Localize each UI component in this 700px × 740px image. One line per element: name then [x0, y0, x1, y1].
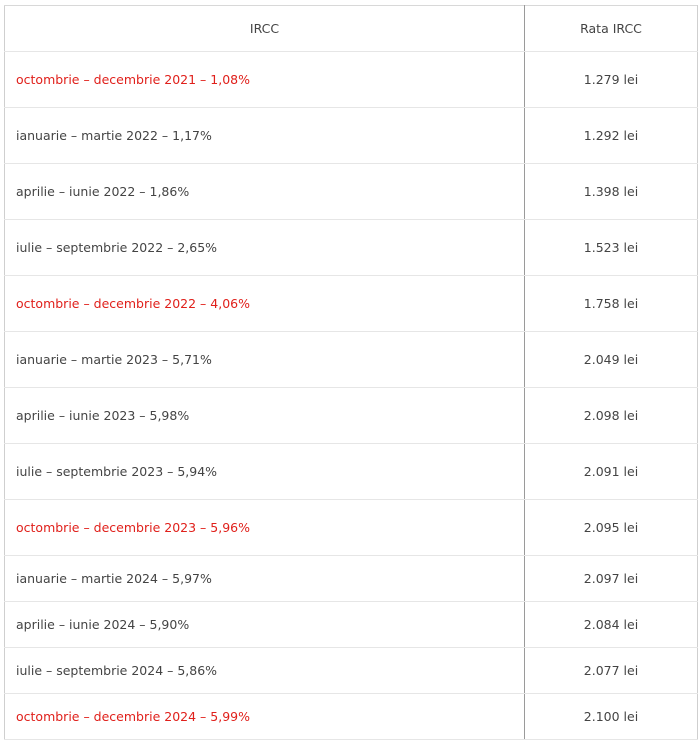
rate-cell: 2.049 lei: [525, 332, 698, 388]
period-cell: iulie – septembrie 2023 – 5,94%: [5, 444, 525, 500]
rate-cell: 2.100 lei: [525, 694, 698, 740]
rate-cell: 2.077 lei: [525, 648, 698, 694]
period-cell: ianuarie – martie 2023 – 5,71%: [5, 332, 525, 388]
period-cell: aprilie – iunie 2023 – 5,98%: [5, 388, 525, 444]
table-row: [5, 556, 698, 602]
table-row: [5, 164, 698, 220]
rate-cell: 2.097 lei: [525, 556, 698, 602]
period-cell: aprilie – iunie 2024 – 5,90%: [5, 602, 525, 648]
rate-cell: 1.523 lei: [525, 220, 698, 276]
rate-cell: 2.084 lei: [525, 602, 698, 648]
rate-cell: 1.279 lei: [525, 52, 698, 108]
header-ircc: IRCC: [5, 6, 525, 52]
table-row: [5, 388, 698, 444]
table-row: [5, 276, 698, 332]
table-header-row: [5, 6, 698, 52]
header-rata-ircc: Rata IRCC: [525, 6, 698, 52]
table-row: [5, 444, 698, 500]
period-cell: octombrie – decembrie 2024 – 5,99%: [5, 694, 525, 740]
table-row: [5, 694, 698, 740]
table-row: [5, 52, 698, 108]
table-row: [5, 220, 698, 276]
period-cell: ianuarie – martie 2022 – 1,17%: [5, 108, 525, 164]
rate-cell: 1.398 lei: [525, 164, 698, 220]
ircc-rate-table: [4, 5, 698, 740]
period-cell: iulie – septembrie 2022 – 2,65%: [5, 220, 525, 276]
table-row: [5, 602, 698, 648]
period-cell: octombrie – decembrie 2023 – 5,96%: [5, 500, 525, 556]
table-row: [5, 648, 698, 694]
rate-cell: 2.095 lei: [525, 500, 698, 556]
period-cell: ianuarie – martie 2024 – 5,97%: [5, 556, 525, 602]
rate-cell: 1.292 lei: [525, 108, 698, 164]
table-body: [5, 52, 698, 740]
table-row: [5, 500, 698, 556]
rate-cell: 1.758 lei: [525, 276, 698, 332]
table-row: [5, 332, 698, 388]
rate-cell: 2.098 lei: [525, 388, 698, 444]
period-cell: octombrie – decembrie 2021 – 1,08%: [5, 52, 525, 108]
period-cell: iulie – septembrie 2024 – 5,86%: [5, 648, 525, 694]
rate-cell: 2.091 lei: [525, 444, 698, 500]
table-row: [5, 108, 698, 164]
period-cell: octombrie – decembrie 2022 – 4,06%: [5, 276, 525, 332]
ircc-table-container: [4, 5, 697, 740]
period-cell: aprilie – iunie 2022 – 1,86%: [5, 164, 525, 220]
